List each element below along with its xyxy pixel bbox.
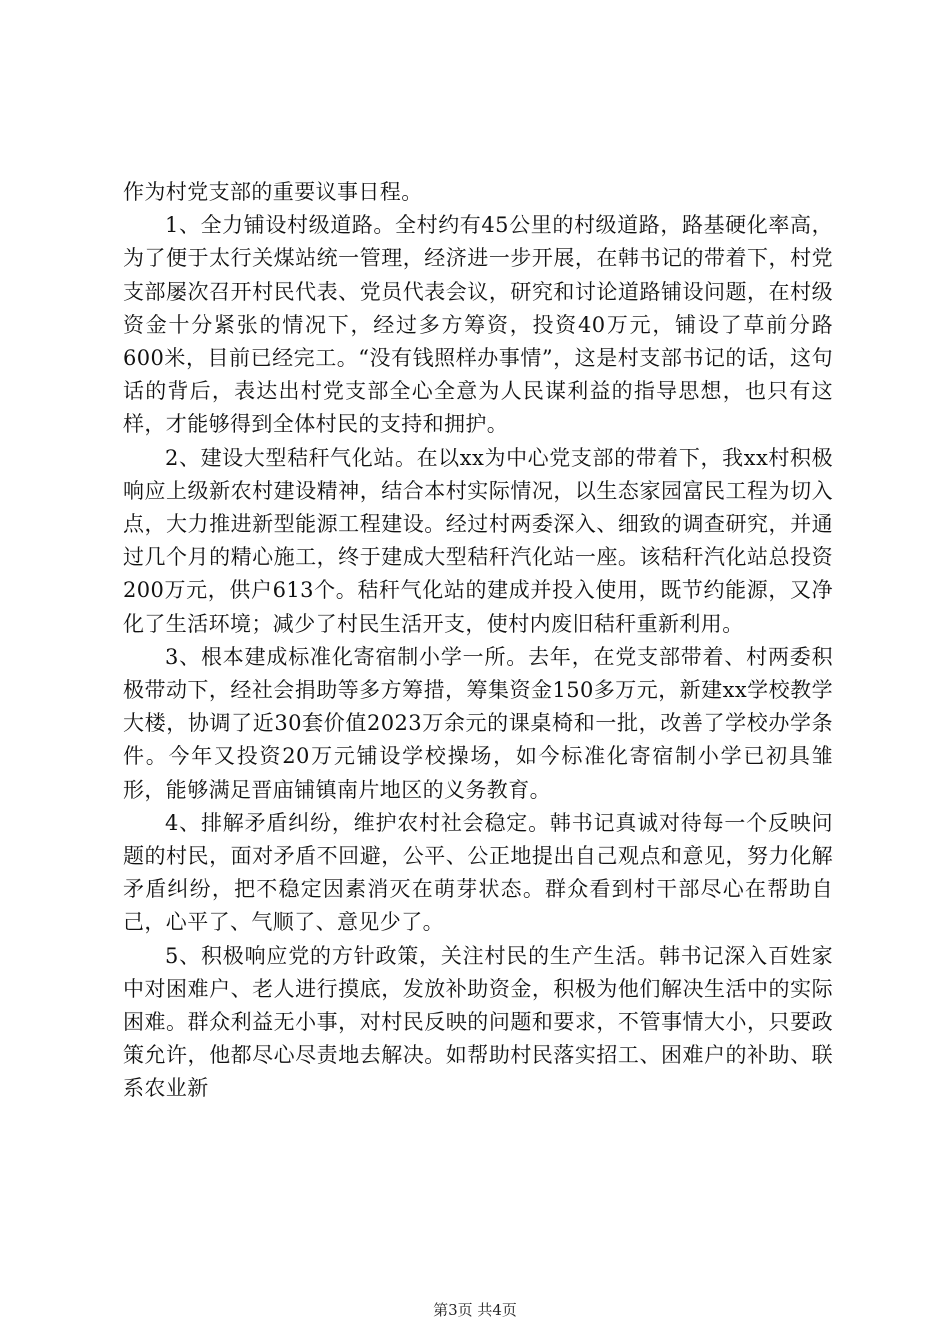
paragraph-intro: 作为村党支部的重要议事日程。 — [123, 180, 423, 204]
page-footer: 第3页 共4页 — [433, 1301, 517, 1319]
paragraph-item-1-roads: 1、全力铺设村级道路。全村约有45公里的村级道路，路基硬化率高，为了便于太行关煤站统一管理，经济进一步开展，在韩书记的带着下，村党支部屡次召开村民代表、党员代表会议，研究和讨论道路铺设问题，在村级资金十分紧张的情况下，经过多方筹资，投资40万元，铺设了草前分路600米，目前已经完工。“没有钱照样办事情”，这是村支部书记的话，这句话的背后，表达出村党支部全心全意为人民谋利益的指导思想，也只有这样，才能够得到全体村民的支持和拥护。 — [123, 213, 833, 437]
paragraph-item-2-gasification: 2、建设大型秸秆气化站。在以xx为中心党支部的带着下，我xx村积极响应上级新农村建设精神，结合本村实际情况，以生态家园富民工程为切入点，大力推进新型能源工程建设。经过村两委深入、细致的调查研究，并通过几个月的精心施工，终于建成大型秸秆汽化站一座。该秸秆汽化站总投资200万元，供户613个。秸秆气化站的建成并投入使用，既节约能源，又净化了生活环境；减少了村民生活开支，使村内废旧秸秆重新利用。 — [123, 445, 833, 636]
paragraph-item-3-school: 3、根本建成标准化寄宿制小学一所。去年，在党支部带着、村两委积极带动下，经社会捐助等多方筹措，筹集资金150多万元，新建xx学校教学大楼，协调了近30套价值2023万余元的课桌椅和一批，改善了学校办学条件。今年又投资20万元铺设学校操场，如今标准化寄宿制小学已初具雏形，能够满足晋庙铺镇南片地区的义务教育。 — [123, 644, 833, 802]
paragraph-item-4-disputes: 4、排解矛盾纠纷，维护农村社会稳定。韩书记真诚对待每一个反映问题的村民，面对矛盾不回避，公平、公正地提出自己观点和意见，努力化解矛盾纠纷，把不稳定因素消灭在萌芽状态。群众看到村干部尽心在帮助自己，心平了、气顺了、意见少了。 — [123, 810, 833, 935]
document-body — [123, 176, 833, 1106]
paragraph-item-5-livelihood: 5、积极响应党的方针政策，关注村民的生产生活。韩书记深入百姓家中对困难户、老人进行摸底，发放补助资金，积极为他们解决生活中的实际困难。群众利益无小事，对村民反映的问题和要求，不管事情大小，只要政策允许，他都尽心尽责地去解决。如帮助村民落实招工、困难户的补助、联系农业新 — [123, 943, 833, 1101]
